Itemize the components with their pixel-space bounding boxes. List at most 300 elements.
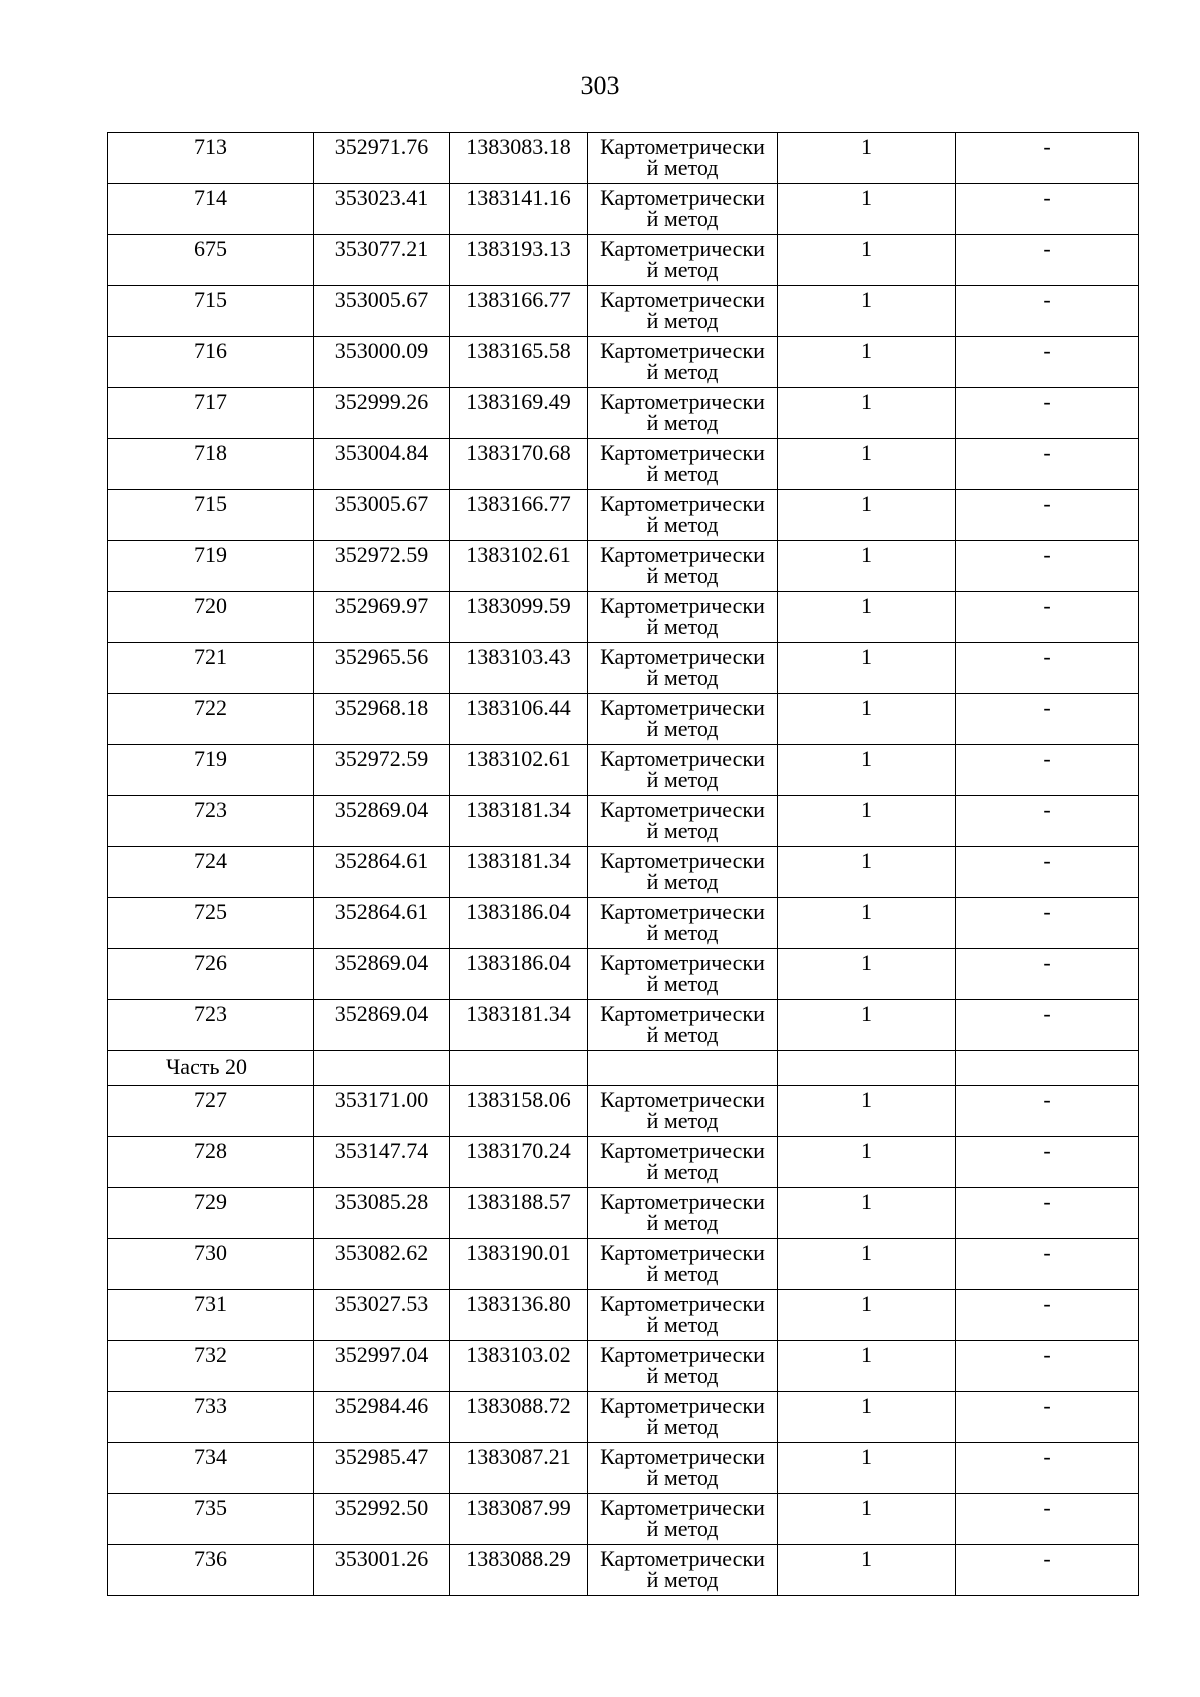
y-coordinate: 1383186.04	[466, 899, 571, 924]
note-value: -	[1043, 950, 1051, 975]
point-number-cell	[108, 337, 314, 388]
y-coordinate: 1383088.72	[466, 1393, 571, 1418]
x-coordinate-cell	[314, 592, 450, 643]
table-row	[108, 1443, 1139, 1494]
method-text	[588, 1341, 777, 1386]
table-row	[108, 388, 1139, 439]
x-coordinate-cell	[314, 1290, 450, 1341]
point-number: 715	[194, 491, 227, 516]
method-text	[588, 1000, 777, 1045]
y-coordinate-cell	[450, 643, 588, 694]
y-coordinate: 1383170.68	[466, 440, 571, 465]
note-value-cell	[956, 1086, 1139, 1137]
x-coordinate: 353023.41	[334, 185, 429, 210]
accuracy-value: 1	[861, 542, 872, 567]
y-coordinate-cell	[450, 1494, 588, 1545]
method-text-line2: й метод	[646, 1022, 719, 1047]
x-coordinate: 353027.53	[334, 1291, 429, 1316]
method-text	[588, 133, 777, 178]
accuracy-value: 1	[861, 389, 872, 414]
method-text-line2: й метод	[646, 1516, 719, 1541]
note-value: -	[1043, 1444, 1051, 1469]
point-number-cell	[108, 184, 314, 235]
accuracy-value-cell	[778, 1239, 956, 1290]
note-value-cell	[956, 1000, 1139, 1051]
empty-cell	[314, 1051, 450, 1086]
y-coordinate-cell	[450, 694, 588, 745]
point-number: 714	[194, 185, 227, 210]
point-number: 718	[194, 440, 227, 465]
accuracy-value-cell	[778, 235, 956, 286]
point-number-cell	[108, 388, 314, 439]
point-number: 722	[194, 695, 227, 720]
y-coordinate-cell	[450, 133, 588, 184]
y-coordinate: 1383141.16	[466, 185, 571, 210]
accuracy-value: 1	[861, 1138, 872, 1163]
method-text-line1: Картометрически	[600, 899, 765, 924]
x-coordinate-cell	[314, 796, 450, 847]
method-text-line1: Картометрически	[600, 1291, 765, 1316]
note-value-cell	[956, 796, 1139, 847]
method-text-line2: й метод	[646, 1363, 719, 1388]
x-coordinate-cell	[314, 235, 450, 286]
method-cell	[588, 949, 778, 1000]
note-value: -	[1043, 848, 1051, 873]
point-number-cell	[108, 745, 314, 796]
accuracy-value-cell	[778, 1392, 956, 1443]
method-text-line2: й метод	[646, 1567, 719, 1592]
point-number-cell	[108, 1392, 314, 1443]
x-coordinate-cell	[314, 490, 450, 541]
point-number-cell	[108, 1290, 314, 1341]
method-text-line2: й метод	[646, 1108, 719, 1133]
method-cell	[588, 286, 778, 337]
accuracy-value-cell	[778, 796, 956, 847]
part-header-row	[108, 1051, 1139, 1086]
method-text	[588, 388, 777, 433]
note-value: -	[1043, 1087, 1051, 1112]
method-text-line2: й метод	[646, 512, 719, 537]
table-row	[108, 1137, 1139, 1188]
method-text-line1: Картометрически	[600, 848, 765, 873]
x-coordinate-cell	[314, 1443, 450, 1494]
accuracy-value-cell	[778, 1086, 956, 1137]
table-row	[108, 796, 1139, 847]
table-row	[108, 1086, 1139, 1137]
note-value: -	[1043, 1342, 1051, 1367]
method-text-line1: Картометрически	[600, 134, 765, 159]
point-number: 728	[194, 1138, 227, 1163]
accuracy-value-cell	[778, 694, 956, 745]
table-row	[108, 1290, 1139, 1341]
x-coordinate-cell	[314, 541, 450, 592]
table-row	[108, 541, 1139, 592]
method-text-line2: й метод	[646, 1210, 719, 1235]
note-value: -	[1043, 236, 1051, 261]
note-value-cell	[956, 643, 1139, 694]
point-number: 723	[194, 797, 227, 822]
y-coordinate: 1383190.01	[466, 1240, 571, 1265]
x-coordinate-cell	[314, 1494, 450, 1545]
x-coordinate: 352999.26	[334, 389, 429, 414]
accuracy-value: 1	[861, 491, 872, 516]
method-text-line1: Картометрически	[600, 440, 765, 465]
table-row	[108, 592, 1139, 643]
note-value: -	[1043, 287, 1051, 312]
accuracy-value: 1	[861, 695, 872, 720]
method-text-line1: Картометрически	[600, 1546, 765, 1571]
method-cell	[588, 541, 778, 592]
method-text-line2: й метод	[646, 818, 719, 843]
note-value-cell	[956, 235, 1139, 286]
note-value: -	[1043, 593, 1051, 618]
part-label-cell	[108, 1051, 314, 1086]
part-label: Часть 20	[166, 1054, 247, 1079]
y-coordinate-cell	[450, 490, 588, 541]
table-row	[108, 643, 1139, 694]
accuracy-value: 1	[861, 746, 872, 771]
y-coordinate-cell	[450, 592, 588, 643]
x-coordinate-cell	[314, 184, 450, 235]
point-number-cell	[108, 643, 314, 694]
point-number-cell	[108, 490, 314, 541]
y-coordinate: 1383193.13	[466, 236, 571, 261]
method-text	[588, 1137, 777, 1182]
point-number-cell	[108, 1341, 314, 1392]
x-coordinate: 352869.04	[334, 797, 429, 822]
method-cell	[588, 1392, 778, 1443]
method-text-line2: й метод	[646, 1414, 719, 1439]
x-coordinate-cell	[314, 286, 450, 337]
y-coordinate: 1383188.57	[466, 1189, 571, 1214]
point-number: 734	[194, 1444, 227, 1469]
point-number: 675	[194, 236, 227, 261]
point-number-cell	[108, 541, 314, 592]
accuracy-value-cell	[778, 1000, 956, 1051]
method-cell	[588, 133, 778, 184]
accuracy-value-cell	[778, 1137, 956, 1188]
method-text-line1: Картометрически	[600, 950, 765, 975]
y-coordinate: 1383087.21	[466, 1444, 571, 1469]
x-coordinate: 353005.67	[334, 287, 429, 312]
y-coordinate-cell	[450, 1137, 588, 1188]
method-text	[588, 337, 777, 382]
accuracy-value-cell	[778, 898, 956, 949]
accuracy-value: 1	[861, 338, 872, 363]
note-value: -	[1043, 1189, 1051, 1214]
method-text-line2: й метод	[646, 1159, 719, 1184]
table-row	[108, 184, 1139, 235]
method-text	[588, 796, 777, 841]
point-number-cell	[108, 286, 314, 337]
method-text	[588, 694, 777, 739]
table-row	[108, 1188, 1139, 1239]
table-row	[108, 745, 1139, 796]
method-text-line2: й метод	[646, 716, 719, 741]
method-cell	[588, 796, 778, 847]
note-value: -	[1043, 797, 1051, 822]
x-coordinate-cell	[314, 1188, 450, 1239]
point-number-cell	[108, 1443, 314, 1494]
method-text-line2: й метод	[646, 1261, 719, 1286]
method-text	[588, 1290, 777, 1335]
x-coordinate: 353004.84	[334, 440, 429, 465]
method-text-line2: й метод	[646, 920, 719, 945]
x-coordinate: 353077.21	[334, 236, 429, 261]
method-cell	[588, 1494, 778, 1545]
y-coordinate: 1383181.34	[466, 1001, 571, 1026]
y-coordinate-cell	[450, 286, 588, 337]
note-value-cell	[956, 337, 1139, 388]
accuracy-value: 1	[861, 1342, 872, 1367]
note-value: -	[1043, 491, 1051, 516]
note-value: -	[1043, 1138, 1051, 1163]
accuracy-value-cell	[778, 388, 956, 439]
method-text	[588, 898, 777, 943]
point-number: 724	[194, 848, 227, 873]
note-value-cell	[956, 439, 1139, 490]
y-coordinate: 1383166.77	[466, 491, 571, 516]
method-text-line1: Картометрически	[600, 746, 765, 771]
note-value-cell	[956, 1494, 1139, 1545]
x-coordinate: 352992.50	[334, 1495, 429, 1520]
note-value-cell	[956, 1341, 1139, 1392]
accuracy-value-cell	[778, 541, 956, 592]
x-coordinate-cell	[314, 1137, 450, 1188]
method-text-line1: Картометрически	[600, 1444, 765, 1469]
note-value-cell	[956, 898, 1139, 949]
accuracy-value: 1	[861, 1546, 872, 1571]
table-row	[108, 1494, 1139, 1545]
y-coordinate-cell	[450, 1188, 588, 1239]
point-number-cell	[108, 1086, 314, 1137]
method-text-line2: й метод	[646, 563, 719, 588]
y-coordinate-cell	[450, 1086, 588, 1137]
point-number-cell	[108, 898, 314, 949]
method-text-line2: й метод	[646, 257, 719, 282]
accuracy-value-cell	[778, 847, 956, 898]
method-text-line2: й метод	[646, 1465, 719, 1490]
method-cell	[588, 1000, 778, 1051]
point-number: 719	[194, 542, 227, 567]
table-row	[108, 286, 1139, 337]
method-text	[588, 235, 777, 280]
method-text-line1: Картометрически	[600, 389, 765, 414]
point-number-cell	[108, 694, 314, 745]
note-value-cell	[956, 1188, 1139, 1239]
note-value-cell	[956, 1290, 1139, 1341]
x-coordinate: 352869.04	[334, 1001, 429, 1026]
x-coordinate-cell	[314, 1392, 450, 1443]
method-text-line2: й метод	[646, 767, 719, 792]
accuracy-value: 1	[861, 236, 872, 261]
point-number: 729	[194, 1189, 227, 1214]
x-coordinate: 352985.47	[334, 1444, 429, 1469]
x-coordinate: 352971.76	[334, 134, 429, 159]
method-text-line1: Картометрически	[600, 1342, 765, 1367]
table-row	[108, 1000, 1139, 1051]
note-value-cell	[956, 286, 1139, 337]
accuracy-value-cell	[778, 337, 956, 388]
method-text-line1: Картометрически	[600, 593, 765, 618]
note-value: -	[1043, 695, 1051, 720]
y-coordinate-cell	[450, 1290, 588, 1341]
method-text	[588, 949, 777, 994]
y-coordinate: 1383158.06	[466, 1087, 571, 1112]
x-coordinate: 352969.97	[334, 593, 429, 618]
method-text	[588, 1239, 777, 1284]
method-cell	[588, 388, 778, 439]
note-value: -	[1043, 389, 1051, 414]
x-coordinate: 352997.04	[334, 1342, 429, 1367]
y-coordinate-cell	[450, 1341, 588, 1392]
y-coordinate: 1383169.49	[466, 389, 571, 414]
point-number-cell	[108, 949, 314, 1000]
point-number-cell	[108, 1545, 314, 1596]
accuracy-value: 1	[861, 899, 872, 924]
note-value-cell	[956, 592, 1139, 643]
x-coordinate: 352869.04	[334, 950, 429, 975]
method-cell	[588, 898, 778, 949]
note-value: -	[1043, 1393, 1051, 1418]
method-cell	[588, 847, 778, 898]
accuracy-value-cell	[778, 133, 956, 184]
x-coordinate-cell	[314, 1545, 450, 1596]
accuracy-value-cell	[778, 184, 956, 235]
coordinates-table	[107, 132, 1139, 1596]
accuracy-value-cell	[778, 1188, 956, 1239]
point-number: 732	[194, 1342, 227, 1367]
accuracy-value-cell	[778, 490, 956, 541]
method-cell	[588, 1188, 778, 1239]
table-row	[108, 1392, 1139, 1443]
point-number: 731	[194, 1291, 227, 1316]
y-coordinate-cell	[450, 388, 588, 439]
point-number: 719	[194, 746, 227, 771]
y-coordinate: 1383099.59	[466, 593, 571, 618]
y-coordinate-cell	[450, 745, 588, 796]
point-number: 730	[194, 1240, 227, 1265]
point-number-cell	[108, 439, 314, 490]
point-number: 715	[194, 287, 227, 312]
x-coordinate-cell	[314, 1086, 450, 1137]
method-cell	[588, 439, 778, 490]
method-text-line2: й метод	[646, 971, 719, 996]
accuracy-value-cell	[778, 745, 956, 796]
method-text-line1: Картометрически	[600, 185, 765, 210]
method-cell	[588, 337, 778, 388]
method-text	[588, 184, 777, 229]
method-text-line1: Картометрически	[600, 1240, 765, 1265]
point-number: 727	[194, 1087, 227, 1112]
method-cell	[588, 184, 778, 235]
accuracy-value: 1	[861, 797, 872, 822]
note-value: -	[1043, 185, 1051, 210]
y-coordinate: 1383087.99	[466, 1495, 571, 1520]
y-coordinate: 1383083.18	[466, 134, 571, 159]
method-text	[588, 1086, 777, 1131]
note-value: -	[1043, 1546, 1051, 1571]
note-value-cell	[956, 847, 1139, 898]
x-coordinate-cell	[314, 439, 450, 490]
x-coordinate-cell	[314, 694, 450, 745]
y-coordinate: 1383181.34	[466, 797, 571, 822]
method-text-line2: й метод	[646, 410, 719, 435]
note-value: -	[1043, 1291, 1051, 1316]
method-text	[588, 439, 777, 484]
point-number-cell	[108, 796, 314, 847]
method-text-line1: Картометрически	[600, 491, 765, 516]
method-cell	[588, 1239, 778, 1290]
point-number: 723	[194, 1001, 227, 1026]
method-text-line1: Картометрически	[600, 1393, 765, 1418]
note-value: -	[1043, 338, 1051, 363]
y-coordinate-cell	[450, 1000, 588, 1051]
x-coordinate-cell	[314, 745, 450, 796]
x-coordinate: 353171.00	[334, 1087, 429, 1112]
method-text-line1: Картометрически	[600, 1495, 765, 1520]
accuracy-value: 1	[861, 848, 872, 873]
y-coordinate: 1383136.80	[466, 1291, 571, 1316]
method-text	[588, 1494, 777, 1539]
table-row	[108, 337, 1139, 388]
note-value-cell	[956, 541, 1139, 592]
x-coordinate-cell	[314, 1000, 450, 1051]
method-text-line1: Картометрически	[600, 644, 765, 669]
y-coordinate: 1383186.04	[466, 950, 571, 975]
y-coordinate-cell	[450, 541, 588, 592]
method-cell	[588, 592, 778, 643]
note-value-cell	[956, 1545, 1139, 1596]
x-coordinate: 353147.74	[334, 1138, 429, 1163]
y-coordinate: 1383088.29	[466, 1546, 571, 1571]
accuracy-value: 1	[861, 134, 872, 159]
table-row	[108, 1341, 1139, 1392]
y-coordinate-cell	[450, 847, 588, 898]
x-coordinate: 352984.46	[334, 1393, 429, 1418]
point-number-cell	[108, 1494, 314, 1545]
method-text	[588, 1545, 777, 1590]
x-coordinate-cell	[314, 1239, 450, 1290]
page-number: 303	[580, 71, 620, 100]
y-coordinate: 1383102.61	[466, 542, 571, 567]
point-number: 720	[194, 593, 227, 618]
table-row	[108, 898, 1139, 949]
point-number: 721	[194, 644, 227, 669]
method-text-line2: й метод	[646, 155, 719, 180]
note-value: -	[1043, 1240, 1051, 1265]
accuracy-value: 1	[861, 644, 872, 669]
point-number: 716	[194, 338, 227, 363]
x-coordinate: 353001.26	[334, 1546, 429, 1571]
x-coordinate: 352968.18	[334, 695, 429, 720]
method-cell	[588, 1086, 778, 1137]
x-coordinate: 352972.59	[334, 542, 429, 567]
point-number: 735	[194, 1495, 227, 1520]
point-number-cell	[108, 592, 314, 643]
method-text-line1: Картометрически	[600, 287, 765, 312]
method-cell	[588, 694, 778, 745]
empty-cell	[450, 1051, 588, 1086]
y-coordinate: 1383106.44	[466, 695, 571, 720]
y-coordinate: 1383103.43	[466, 644, 571, 669]
method-text-line2: й метод	[646, 308, 719, 333]
point-number: 725	[194, 899, 227, 924]
x-coordinate: 352965.56	[334, 644, 429, 669]
accuracy-value: 1	[861, 1444, 872, 1469]
table-row	[108, 439, 1139, 490]
method-cell	[588, 490, 778, 541]
